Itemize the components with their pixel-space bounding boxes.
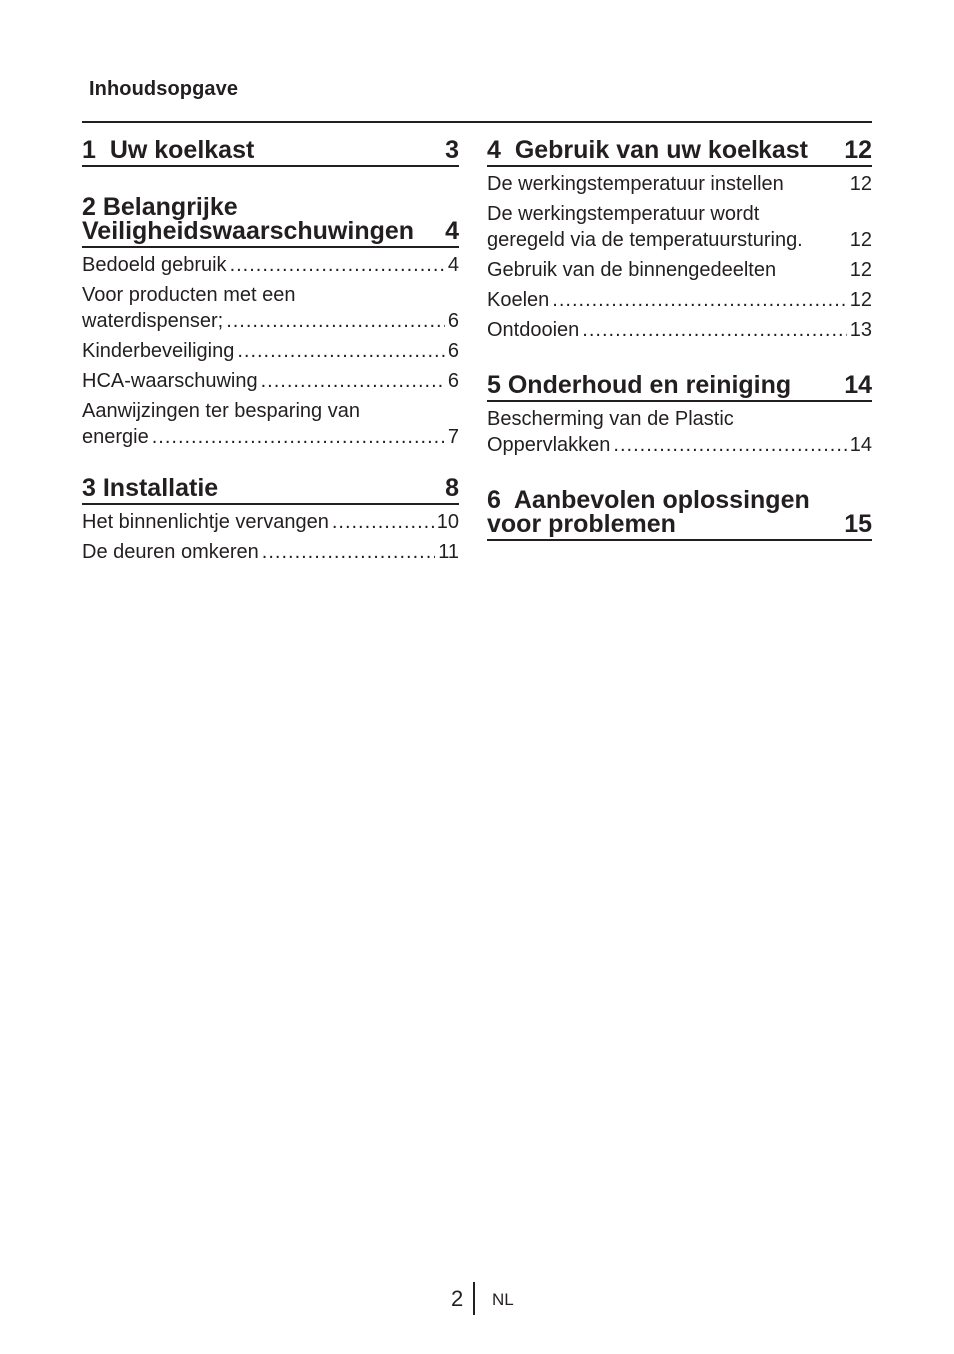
toc-entry[interactable]: De werkingstemperatuur wordt geregeld via de temperatuursturing. 12 <box>487 203 872 251</box>
footer-page-number: 2 <box>451 1286 464 1311</box>
toc-entry[interactable]: Kinderbeveiliging ..... 6 <box>82 338 459 364</box>
toc-section-2-title-line1: 2 Belangrijke <box>82 193 238 221</box>
toc-section-5[interactable] <box>487 373 872 402</box>
toc-section-2-page: 4 <box>445 217 459 245</box>
toc-section-1-title: 1 Uw koelkast <box>82 136 255 164</box>
toc-section-6[interactable] <box>487 488 872 541</box>
toc-section-4[interactable] <box>487 138 872 167</box>
toc-section-6-title-line2: voor problemen 15 <box>487 510 872 538</box>
toc-entry[interactable]: Voor producten met een waterdispenser; ..... 6 <box>82 282 459 334</box>
toc-section-3-page: 8 <box>445 474 459 502</box>
toc-section-2[interactable] <box>82 195 459 248</box>
toc-entry[interactable]: Bedoeld gebruik ..... 4 <box>82 252 459 278</box>
footer-divider <box>473 1282 475 1315</box>
toc-section-4-title: 4 Gebruik van uw koelkast <box>487 136 808 164</box>
page-header-title: Inhoudsopgave <box>89 78 239 100</box>
toc-section-3[interactable] <box>82 476 459 505</box>
footer-language: NL <box>492 1290 514 1309</box>
toc-section-3-title: 3 Installatie <box>82 474 219 502</box>
toc-entry[interactable]: Ontdooien ..... 13 <box>487 317 872 343</box>
page-footer <box>0 1282 954 1318</box>
toc-entry[interactable]: Het binnenlichtje vervangen ..... 10 <box>82 509 459 535</box>
toc-entry[interactable]: Bescherming van de Plastic Oppervlakken ..... 14 <box>487 406 872 458</box>
toc-section-5-title: 5 Onderhoud en reiniging <box>487 371 792 399</box>
toc-section-2-entries <box>82 252 459 450</box>
toc-entry[interactable]: De deuren omkeren ..... 11 <box>82 539 459 565</box>
toc-section-6-page: 15 <box>844 510 872 538</box>
toc-section-5-entries <box>487 406 872 458</box>
toc-entry[interactable]: De werkingstemperatuur instellen 12 <box>487 173 872 195</box>
toc-entry[interactable]: Gebruik van de binnengedeelten 12 <box>487 259 872 281</box>
toc-section-3-entries <box>82 509 459 565</box>
toc-section-1[interactable] <box>82 138 459 167</box>
toc-section-4-entries <box>487 171 872 343</box>
toc-section-4-page: 12 <box>844 136 872 164</box>
toc-entry[interactable]: Aanwijzingen ter besparing van energie ..... 7 <box>82 398 459 450</box>
toc-right-column <box>487 138 872 541</box>
toc-entry[interactable]: HCA-waarschuwing ..... 6 <box>82 368 459 394</box>
toc-section-1-page: 3 <box>445 136 459 164</box>
toc-section-6-title-line1: 6 Aanbevolen oplossingen <box>487 486 810 514</box>
header-rule <box>82 121 872 123</box>
toc-section-5-page: 14 <box>844 371 872 399</box>
toc-section-2-title-line2: Veiligheidswaarschuwingen 4 <box>82 217 459 245</box>
toc-entry[interactable]: Koelen ..... 12 <box>487 287 872 313</box>
toc-left-column <box>82 138 459 569</box>
